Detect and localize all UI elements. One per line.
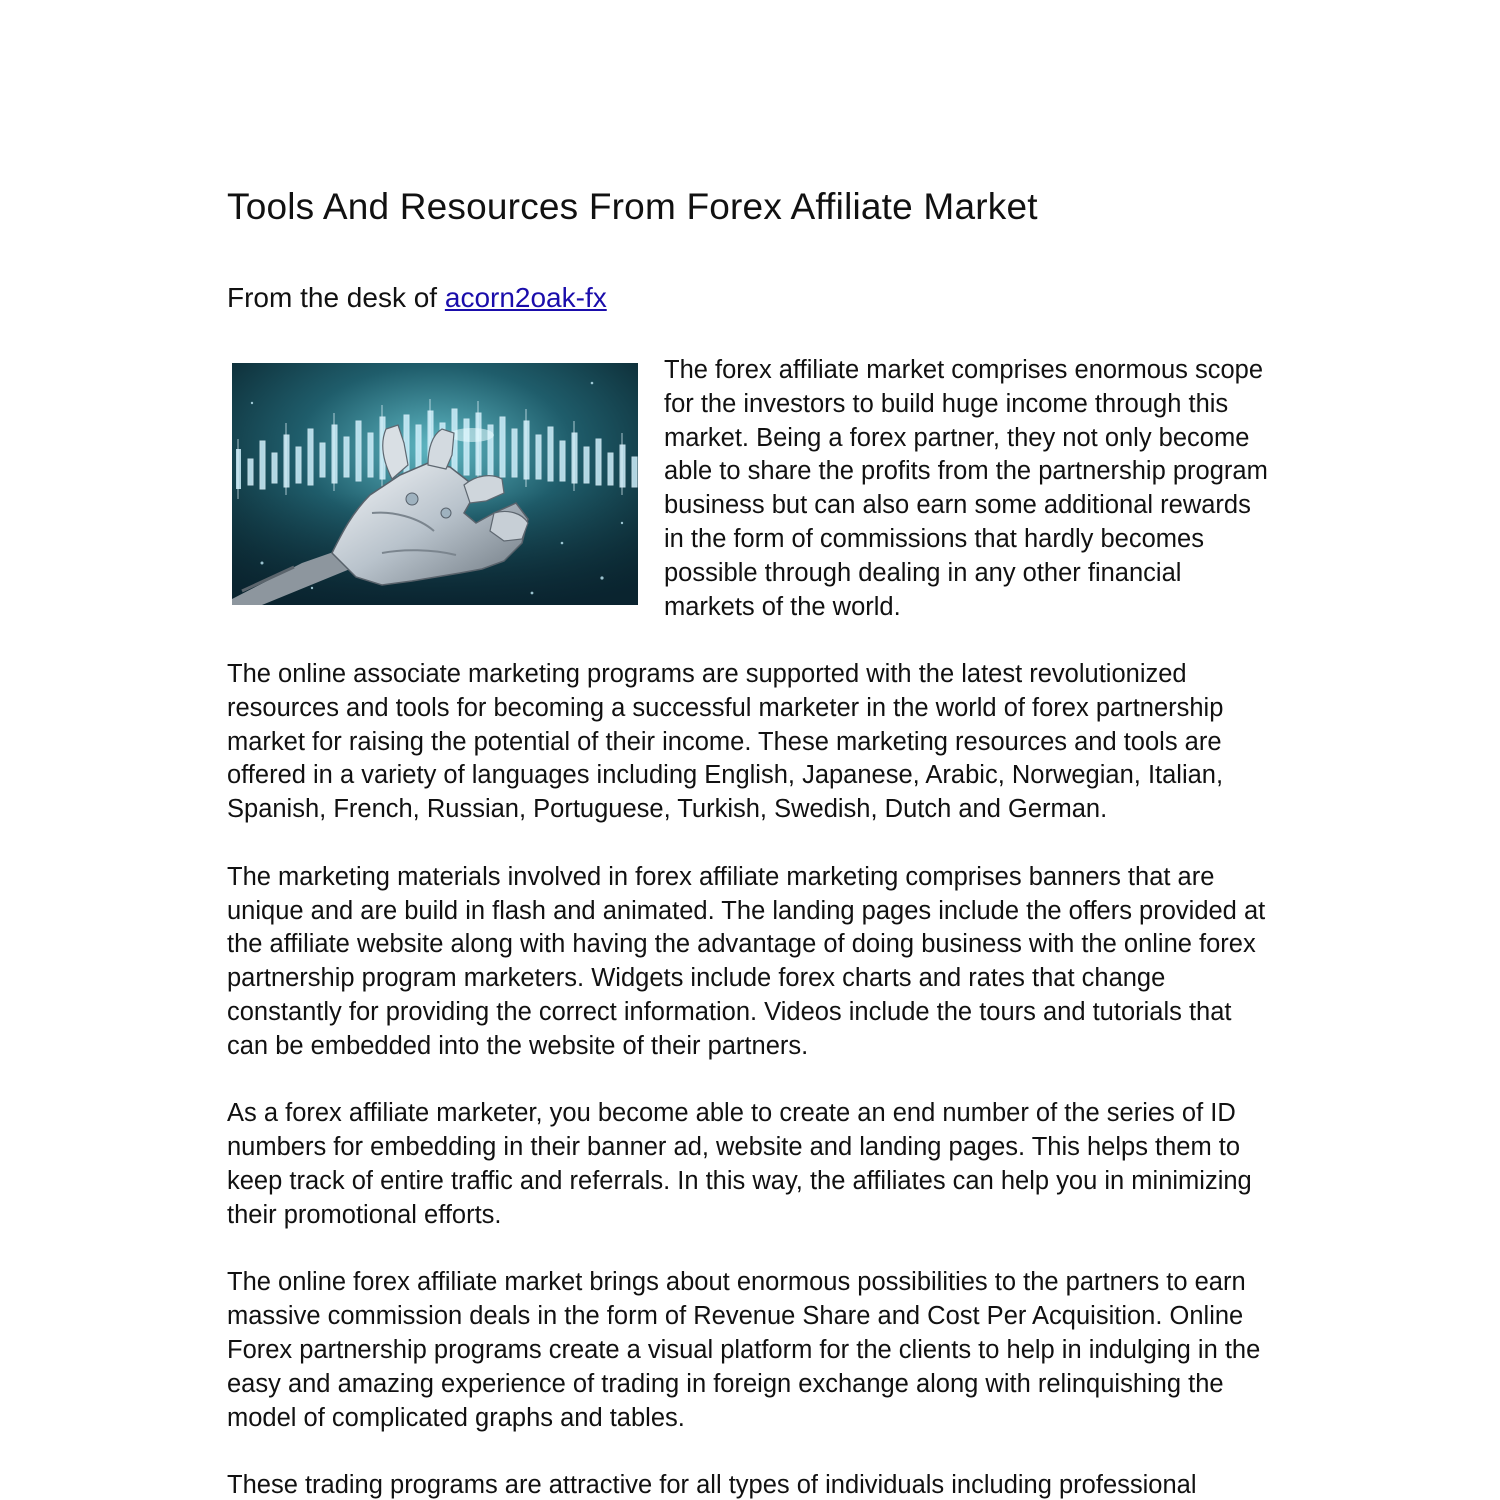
- paragraph: The online associate marketing programs are supported with the latest revolutionized resources and tools for becoming a successful marketer in the world of forex partnership market for raising the potential of their income. These marketing resources and tools are offered in a variety of languages including English, Japanese, Arabic, Norwegian, Italian, Spanish, French, Russian, Portuguese, Turkish, Swedish, Dutch and German.: [227, 660, 1224, 824]
- document-page: [227, 0, 1277, 1500]
- paragraph: The marketing materials involved in forex affiliate marketing comprises banners that are unique and are build in flash and animated. The landing pages include the offers provided at the affiliate website along with having the advantage of doing business with the online forex partnership program marketers. Widgets include forex charts and rates that change constantly for providing the correct information. Videos include the tours and tutorials that can be embedded into the website of their partners.: [227, 862, 1266, 1060]
- intro-paragraph: The forex affiliate market comprises enormous scope for the investors to build huge income through this market. Being a forex partner, they not only become able to share the profits from the partnership program business but can also earn some additional rewards in the form of commissions that hardly becomes possible through dealing in any other financial markets of the world.: [664, 356, 1268, 621]
- byline: [227, 280, 607, 316]
- robot-hand-forex-chart-image: [232, 363, 638, 605]
- author-link[interactable]: acorn2oak-fx: [444, 282, 607, 313]
- paragraph: The online forex affiliate market brings about enormous possibilities to the partners to earn massive commission deals in the form of Revenue Share and Cost Per Acquisition. Online Forex partnership programs create a visual platform for the clients to help in indulging in the easy and amazing experience of trading in foreign exchange along with relinquishing the model of complicated graphs and tables.: [227, 1268, 1261, 1432]
- byline-prefix: From the desk of: [227, 282, 445, 313]
- page-title: Tools And Resources From Forex Affiliate Market: [227, 186, 1038, 227]
- paragraph: These trading programs are attractive for all types of individuals including professional: [227, 1471, 1197, 1500]
- paragraph: As a forex affiliate marketer, you become able to create an end number of the series of ID numbers for embedding in their banner ad, website and landing pages. This helps them to keep track of entire traffic and referrals. In this way, the affiliates can help you in minimizing their promotional efforts.: [227, 1099, 1252, 1229]
- article-body: [227, 658, 1277, 1500]
